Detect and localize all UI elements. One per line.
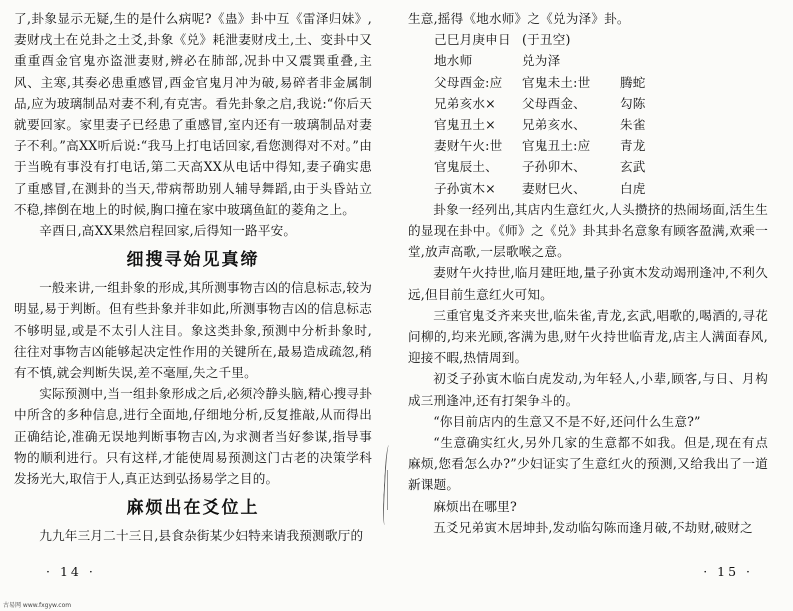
hexagram-row (434, 93, 768, 114)
right-page-body (408, 8, 768, 538)
hexagram-cell: 玄武 (620, 159, 646, 175)
watermark-text: 古易网 www.fxgyw.com (3, 602, 72, 609)
hexagram-cell: 白虎 (620, 180, 646, 196)
section-heading: 细搜寻始见真缔 (126, 250, 260, 271)
hexagram-cell: 兄弟亥水× (434, 95, 496, 111)
page-number: · 14 · (46, 564, 96, 579)
hexagram-row (434, 114, 768, 135)
body-paragraph: 三重官鬼爻齐来夹世,临朱雀,青龙,玄武,唱歌的,喝酒的,寻花问柳的,均来光顾,客满为患,财午火持世临青龙,店主人满面春风,迎接不暇,热情周到。 (408, 307, 768, 366)
body-paragraph: “生意确实红火,另外几家的生意都不如我。但是,现在有点麻烦,您看怎么办?”少妇证实了生意红火的预测,又给我出了一道新课题。 (408, 435, 768, 493)
body-paragraph: 麻烦出在哪里? (433, 498, 517, 514)
body-paragraph: 初爻子孙寅木临白虎发动,为年轻人,小辈,顾客,与日、月构成三刑逢冲,还有打架争斗的。 (408, 371, 768, 408)
hexagram-cell: 父母酉金:应 (434, 74, 503, 90)
hexagram-row (434, 135, 768, 156)
body-paragraph: 五爻兄弟寅木居坤卦,发动临勾陈而逢月破,不劫财,破财之 (433, 519, 753, 535)
hexagram-cell: 官鬼丑土:应 (522, 138, 591, 154)
body-paragraph: 了,卦象显示无疑,生的是什么病呢?《蛊》卦中互《雷泽归妹》,妻财戌土在兑卦之土爻,卦象《兑》耗泄妻财戌土,土、变卦中又重重酉金官鬼亦盗泄妻财,辨必在肺部,况卦中又震巽重叠,主风、主寒,其奏必患重感冒,酉金官鬼月冲为破,易碎者非金属制品,应为玻璃制品对妻不利,有克害。看先卦象之启,我说:“你后天就要回家。家里妻子已经患了重感冒,室内还有一玻璃制品对妻子不利。”高XX听后说:“我马上打电话回家,看您测得对不对。”由于当晚有事没有打电话,第二天高XX从电话中得知,妻子确实患了重感冒,在测卦的当天,带病帮助别人辅导舞蹈,由于头昏站立不稳,摔倒在地上的时候,胸口撞在家中玻璃鱼缸的菱角之上。 (14, 11, 372, 217)
hexagram-cell: 官鬼辰土、 (434, 159, 498, 175)
hexagram-cell (620, 50, 680, 71)
left-page-body (14, 8, 372, 546)
hexagram-table (434, 29, 768, 199)
body-paragraph: 实际预测中,当一组卦象形成之后,必须冷静头脑,精心搜寻卦中所含的多种信息,进行全面地,仔细地分析,反复推敲,从而得出正确结论,准确无误地判断事物吉凶,为求测者当好参谋,指导事物的顺利进行。只有这样,才能使周易预测这门古老的决策学科发扬光大,取信于人,真正达到弘扬易学之目的。 (14, 386, 372, 487)
body-paragraph: 生意,摇得《地水师》之《兑为泽》卦。 (408, 11, 630, 26)
page-number: · 15 · (703, 564, 753, 579)
hexagram-cell: 妻财午火:世 (434, 138, 503, 154)
body-paragraph: “你目前店内的生意又不是不好,还问什么生意?” (433, 413, 701, 429)
hexagram-cell: 子孙卯木、 (522, 159, 586, 175)
section-heading: 麻烦出在爻位上 (126, 498, 260, 519)
hexagram-cell: 官鬼未土:世 (522, 74, 591, 90)
hexagram-cell: 兄弟亥水、 (522, 117, 586, 133)
hexagram-cell: 青龙 (620, 138, 646, 154)
right-page (388, 0, 793, 611)
hexagram-cell: 腾蛇 (620, 74, 646, 90)
hexagram-cell: 朱雀 (620, 117, 646, 133)
body-paragraph: 辛酉日,高XX果然启程回家,后得知一路平安。 (39, 223, 297, 239)
hexagram-row (434, 29, 768, 50)
hexagram-cell: 地水师 (434, 53, 473, 69)
hexagram-cell: 子孙寅木× (434, 180, 496, 196)
hexagram-row (434, 156, 768, 177)
hexagram-cell: 妻财巳火、 (522, 180, 586, 196)
hexagram-cell: 官鬼丑土× (434, 117, 496, 133)
hexagram-row (434, 72, 768, 93)
body-paragraph: 九九年三月二十三日,县食杂街某少妇特来请我预测歌厅的 (39, 528, 364, 544)
body-paragraph: 一般来讲,一组卦象的形成,其所测事物吉凶的信息标志,较为明显,易于判断。但有些卦象并非如此,所测事物吉凶的信息标志不够明显,或是不太引人注目。象这类卦象,预测中分析卦象时,往往对事物吉凶能够起决定性作用的关键所在,最易造成疏忽,稍有不慎,就会判断失误,差不毫厘,失之千里。 (14, 280, 372, 381)
hexagram-cell: 己巳月庚申日 (434, 32, 511, 48)
hexagram-cell: 父母酉金、 (522, 95, 586, 111)
hexagram-cell (620, 29, 680, 50)
hexagram-cell: 兑为泽 (522, 53, 561, 69)
left-page (0, 0, 388, 611)
body-paragraph: 卦象一经列出,其店内生意红火,人头攒挤的热闹场面,活生生的显现在卦中。《师》之《兑》卦其卦名意象有顾客盈满,欢乘一堂,放声高歌,一层歌喉之意。 (408, 201, 768, 260)
hexagram-cell: 勾陈 (620, 95, 646, 111)
hexagram-row (434, 178, 768, 199)
hexagram-row (434, 50, 768, 71)
body-paragraph: 妻财午火持世,临月建旺地,量子孙寅木发动竭刑逢冲,不利久远,但目前生意红火可知。 (408, 265, 768, 302)
hexagram-cell: (于丑空) (522, 32, 571, 48)
